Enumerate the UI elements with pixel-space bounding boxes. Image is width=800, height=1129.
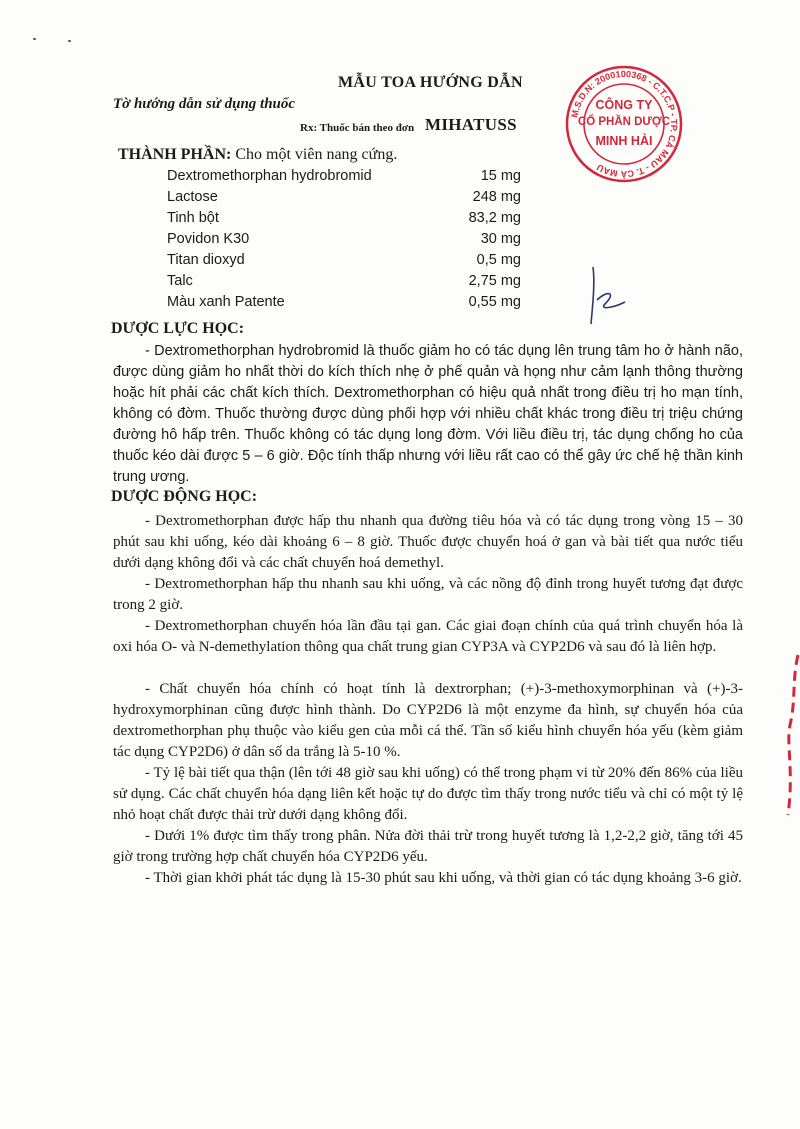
pharmacodynamics-heading: DƯỢC LỰC HỌC: xyxy=(111,320,245,337)
pharmacodynamics-text: - Dextromethorphan hydrobromid là thuốc giảm ho có tác dụng lên trung tâm ho ở hành não, được dùng giảm ho nhất thời do kích thích nhẹ ở phế quản và họng như cảm lạnh thông thường hoặc hít phải các chất kích thích. Dextromethorphan có hiệu quả nhất trong điều trị ho mạn tính, không có đờm. Thuốc thường được dùng phối hợp với nhiều chất khác trong điều trị triệu chứng đường hô hấp trên. Thuốc không có tác dụng long đờm. Với liều điều trị, tác dụng chống ho của thuốc kéo dài được 5 – 6 giờ. Độc tính thấp nhưng với liều rất cao có thể gây ức chế hệ thần kinh trung ương. xyxy=(113,343,743,485)
pharmacokinetics-heading: DƯỢC ĐỘNG HỌC: xyxy=(111,488,258,505)
pharmacokinetics-paragraph: - Dextromethorphan chuyển hóa lần đầu tại gan. Các giai đoạn chính của quá trình chuyển hóa là oxi hóa O- và N-demethylation thông qua chất trung gian CYP3A và CYP2D6 và sau đó là liên hợp. xyxy=(113,618,743,655)
ingredient-row xyxy=(167,229,521,250)
pharmacokinetics-paragraph: - Dextromethorphan được hấp thu nhanh qua đường tiêu hóa và có tác dụng trong vòng 15 – 30 phút sau khi uống, kéo dài khoảng 6 – 8 giờ. Thuốc được chuyển hoá ở gan và bài tiết qua nước tiểu dưới dạng không đổi và các chất chuyển hoá demethyl. xyxy=(113,513,743,571)
signature-icon xyxy=(583,262,643,332)
ingredient-name: Povidon K30 xyxy=(167,231,250,247)
ingredient-row xyxy=(167,271,521,292)
ingredient-amount: 2,75 mg xyxy=(468,273,521,289)
stamp-line-1: CÔNG TY xyxy=(595,98,653,112)
ingredient-amount: 83,2 mg xyxy=(468,210,521,226)
pharmacokinetics-paragraph: - Dưới 1% được tìm thấy trong phân. Nửa đời thải trừ trong huyết tương là 1,2-2,2 giờ, tăng tới 45 giờ trong trường hợp chất chuyển hóa CYP2D6 yếu. xyxy=(113,828,743,865)
pharmacokinetics-paragraph: - Thời gian khởi phát tác dụng là 15-30 phút sau khi uống, và thời gian có tác dụng khoảng 3-6 giờ. xyxy=(145,870,742,886)
pharmacokinetics-paragraph: - Tỷ lệ bài tiết qua thận (lên tới 48 giờ sau khi uống) có thể trong phạm vi từ 20% đến 86% của liều sử dụng. Các chất chuyển hóa dạng liên kết hoặc tự do được tìm thấy trong nước tiểu và chỉ có một tỷ lệ nhỏ hoạt chất được thải trừ dưới dạng không đổi. xyxy=(113,765,743,823)
ingredient-name: Màu xanh Patente xyxy=(167,294,285,310)
stamp-line-2: CỔ PHẦN DƯỢC xyxy=(577,116,671,128)
scan-speck xyxy=(68,40,71,42)
ingredient-row xyxy=(167,187,521,208)
document-title: MẪU TOA HƯỚNG DẪN xyxy=(338,74,523,91)
product-name: MIHATUSS xyxy=(425,115,517,134)
stamp-ring-text: M.S.D.N: 2000100368 - C.T.C.P - TP. CÀ MAU - T. CÀ MAU xyxy=(569,68,680,180)
ingredient-row xyxy=(167,166,521,187)
document-subtitle: Tờ hướng dẫn sử dụng thuốc xyxy=(113,96,296,112)
composition-heading: THÀNH PHẦN: xyxy=(118,146,232,163)
ingredient-amount: 248 mg xyxy=(472,189,521,205)
ingredient-amount: 15 mg xyxy=(480,168,521,184)
pharmacokinetics-paragraph: - Chất chuyển hóa chính có hoạt tính là dextrorphan; (+)-3-methoxymorphinan và (+)-3-hydroxymorphinan cũng được hình thành. Do CYP2D6 là một enzyme đa hình, sự chuyển hóa của dextromethorphan phụ thuộc vào kiểu gen của mỗi cá thể. Tần số kiểu hình chuyển hóa yếu (kèm giảm tác dụng CYP2D6) ở dân số da trắng là 5-10 %. xyxy=(113,681,743,760)
composition-heading-line xyxy=(118,146,397,164)
ingredient-name: Dextromethorphan hydrobromid xyxy=(167,168,372,184)
pharmacokinetics-paragraph: - Dextromethorphan hấp thu nhanh sau khi uống, và các nồng độ đỉnh trong huyết tương đạt được trong 2 giờ. xyxy=(113,576,743,613)
scan-speck xyxy=(33,38,36,40)
ingredient-amount: 0,5 mg xyxy=(476,252,521,268)
ingredient-name: Titan dioxyd xyxy=(167,252,245,268)
ingredient-row xyxy=(167,250,521,271)
edge-stamp-mark-icon xyxy=(776,650,800,820)
rx-label: Rx: Thuốc bán theo đơn xyxy=(300,122,415,134)
ingredient-row xyxy=(167,292,521,313)
ingredient-amount: 30 mg xyxy=(480,231,521,247)
stamp-line-3: MINH HẢI xyxy=(595,134,653,148)
company-stamp xyxy=(564,64,684,184)
ingredient-table xyxy=(167,166,521,313)
composition-intro: Cho một viên nang cứng. xyxy=(235,146,398,163)
ingredient-amount: 0,55 mg xyxy=(468,294,521,310)
ingredient-name: Lactose xyxy=(167,189,218,205)
ingredient-name: Talc xyxy=(167,273,193,289)
ingredient-name: Tinh bột xyxy=(167,210,219,226)
ingredient-row xyxy=(167,208,521,229)
